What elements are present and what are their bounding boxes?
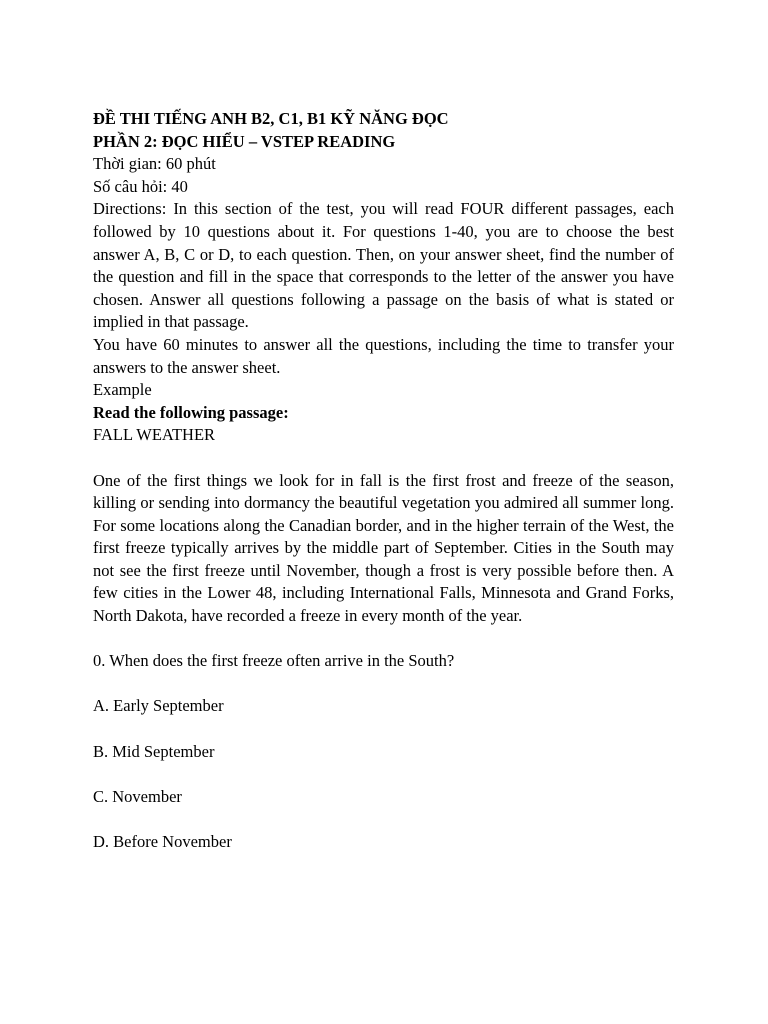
answer-option-c: C. November: [93, 786, 182, 806]
spacer: [93, 808, 674, 831]
time-note-paragraph: You have 60 minutes to answer all the questions, including the time to transfer your answers to the answer sheet.: [93, 334, 674, 377]
answer-option-b: B. Mid September: [93, 741, 215, 761]
passage-paragraph: One of the first things we look for in fall is the first frost and freeze of the season, killing or sending into dormancy the beautiful vegetation you admired all summer long. For some locations along the Canadian border, and in the higher terrain of the West, the first freeze typically arrives by the middle part of September. Cities in the South may not see the first freeze until November, though a frost is very possible before then. A few cities in the Lower 48, including International Falls, Minnesota and Grand Forks, North Dakota, have recorded a freeze in every month of the year.: [93, 470, 674, 626]
document-title: ĐỀ THI TIẾNG ANH B2, C1, B1 KỸ NĂNG ĐỌC: [93, 109, 449, 128]
directions-paragraph: Directions: In this section of the test, you will read FOUR different passages, each followed by 10 questions about it. For questions 1-40, you are to choose the best answer A, B, C or D, to each question. Then, on your answer sheet, find the number of the question and fill in the space that corresponds to the letter of the answer you have chosen. Answer all questions following a passage on the basis of what is stated or implied in that passage.: [93, 199, 674, 332]
question-count: Số câu hỏi: 40: [93, 176, 188, 196]
answer-option-d: D. Before November: [93, 832, 232, 851]
time-limit: Thời gian: 60 phút: [93, 154, 216, 174]
example-question: 0. When does the first freeze often arrive in the South?: [93, 651, 455, 671]
read-instruction: Read the following passage:: [93, 402, 289, 422]
spacer: [93, 718, 674, 741]
example-label: Example: [93, 380, 152, 400]
spacer: [93, 628, 674, 651]
document-subtitle: PHẦN 2: ĐỌC HIỂU – VSTEP READING: [93, 131, 396, 151]
passage-title: FALL WEATHER: [93, 425, 216, 445]
spacer: [93, 447, 674, 470]
spacer: [93, 673, 674, 696]
document-page: [93, 108, 674, 854]
spacer: [93, 763, 674, 786]
answer-option-a: A. Early September: [93, 696, 224, 716]
